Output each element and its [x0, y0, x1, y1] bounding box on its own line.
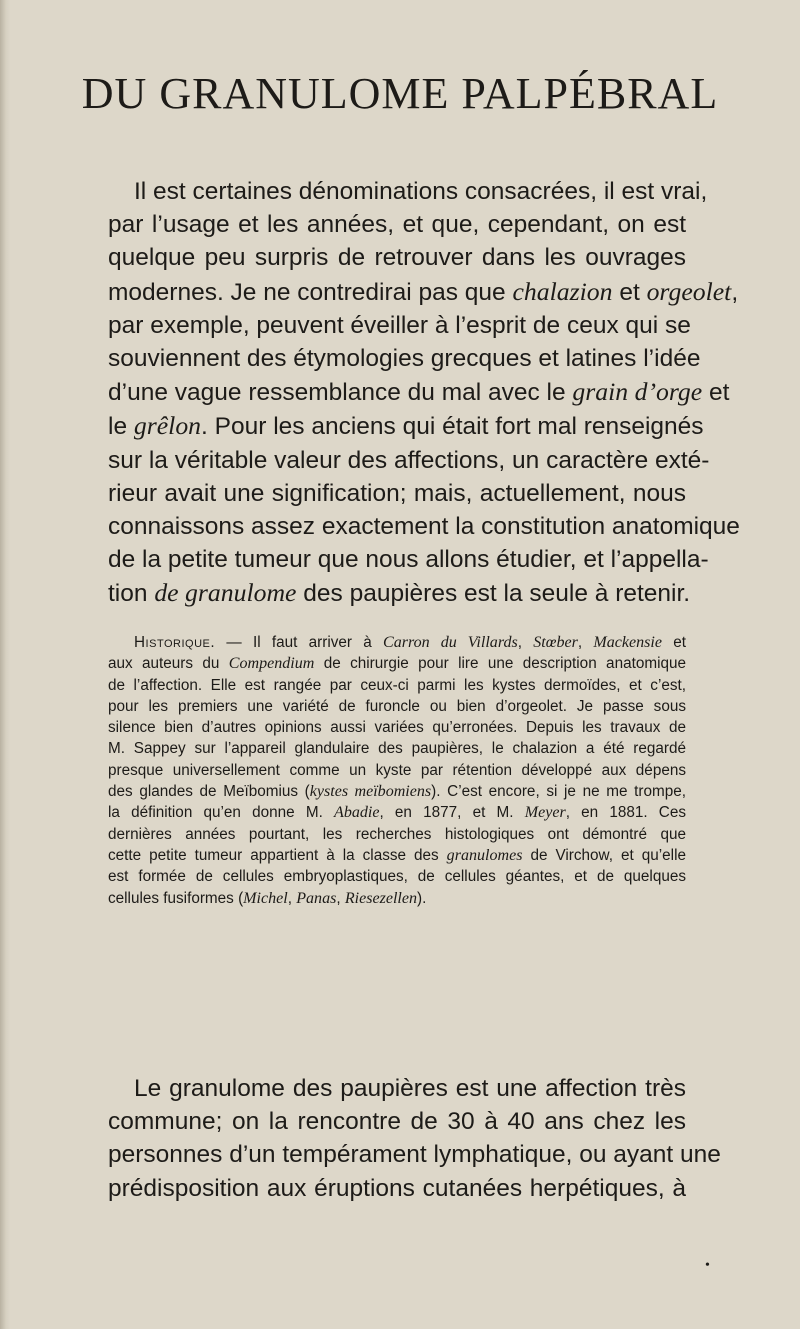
author-name: Mackensie	[593, 634, 662, 651]
italic-term: kystes meïbomiens	[309, 783, 432, 801]
historical-note	[108, 632, 686, 909]
text-line: prédisposition aux éruptions cutanées herpétiques, à	[108, 1174, 686, 1202]
italic-term: orgeolet	[646, 276, 732, 306]
author-name: Carron du Villards	[383, 634, 518, 651]
note-line: M. Sappey sur l’appareil glandulaire des paupières, le chalazion a été regardé	[108, 740, 686, 758]
note-line: presque universellement comme un kyste par rétention développé aux dépens	[108, 761, 686, 779]
note-line: cellules fusiformes (Michel, Panas, Riesezellen).	[108, 889, 427, 907]
author-name: Michel	[243, 889, 288, 907]
note-line: silence bien d’autres opinions aussi variées qu’erronées. Depuis les travaux de	[108, 719, 686, 737]
page-gutter-shadow	[0, 0, 10, 1329]
text-line: tion de granulome des paupières est la seule à retenir.	[108, 578, 691, 608]
author-name: Panas	[296, 889, 337, 907]
note-line: est formée de cellules embryoplastiques, de cellules géantes, et de quelques	[108, 868, 686, 886]
italic-term: granulome	[185, 578, 297, 608]
text-line: quelque peu surpris de retrouver dans les ouvrages	[108, 244, 686, 272]
author-name: Abadie	[334, 804, 380, 822]
note-line: dernières années pourtant, les recherches histologiques ont démontré que	[108, 825, 686, 843]
author-name: Meyer	[524, 804, 566, 822]
author-name: Riesezellen	[344, 889, 418, 907]
note-line: de l’affection. Elle est rangée par ceux-ci parmi les kystes dermoïdes, et c’est,	[108, 676, 686, 694]
printer-mark: •	[705, 1258, 710, 1273]
note-line: la définition qu’en donne M. Abadie, en 1877, et M. Meyer, en 1881. Ces	[108, 804, 687, 822]
italic-term: Compendium	[228, 655, 315, 673]
note-line: Historique. — Il faut arriver à Carron du Villards, Stœber, Mackensie et	[134, 634, 687, 651]
note-line: cette petite tumeur appartient à la classe des granulomes de Virchow, et qu’elle	[108, 846, 686, 864]
italic-term: grêlon	[133, 411, 202, 441]
text-line: connaissons assez exactement la constitution anatomique	[108, 513, 740, 541]
note-line: aux auteurs du Compendium de chirurgie pour lire une description anatomique	[108, 655, 687, 673]
note-line: des glandes de Meïbomius (kystes meïbomiens). C’est encore, si je ne me trompe,	[108, 783, 687, 801]
paragraph-granulome	[108, 1072, 721, 1205]
note-heading: Historique.	[134, 634, 216, 651]
text-line: Il est certaines dénominations consacrées, il est vrai,	[134, 178, 708, 205]
italic-term: chalazion	[512, 276, 613, 306]
text-line: rieur avait une signification; mais, actuellement, nous	[108, 479, 686, 507]
italic-term: grain d’orge	[572, 377, 703, 407]
italic-term: granulomes	[446, 846, 523, 864]
text-line: d’une vague ressemblance du mal avec le grain d’orge et	[108, 377, 730, 407]
note-line: pour les premiers une variété de furoncle ou bien d’orgeolet. Je passe sous	[108, 697, 686, 715]
text-line: par l’usage et les années, et que, cependant, on est	[108, 211, 686, 239]
text-line: sur la véritable valeur des affections, un caractère exté-	[108, 446, 710, 474]
italic-term: de	[154, 578, 186, 608]
paragraph-intro	[108, 175, 740, 611]
text-line: personnes d’un tempérament lymphatique, ou ayant une	[108, 1141, 721, 1169]
author-name: Stœber	[533, 634, 578, 651]
text-line: le grêlon. Pour les anciens qui était fort mal renseignés	[108, 411, 704, 441]
text-line: Le granulome des paupières est une affection très	[134, 1075, 686, 1102]
text-line: souviennent des étymologies grecques et latines l’idée	[108, 345, 701, 373]
chapter-title: DU GRANULOME PALPÉBRAL	[81, 69, 719, 118]
text-line: par exemple, peuvent éveiller à l’esprit de ceux qui se	[108, 311, 691, 339]
text-line: de la petite tumeur que nous allons étudier, et l’appella-	[108, 546, 709, 574]
text-line: commune; on la rencontre de 30 à 40 ans chez les	[108, 1108, 686, 1136]
text-line: modernes. Je ne contredirai pas que chalazion et orgeolet,	[108, 276, 739, 306]
